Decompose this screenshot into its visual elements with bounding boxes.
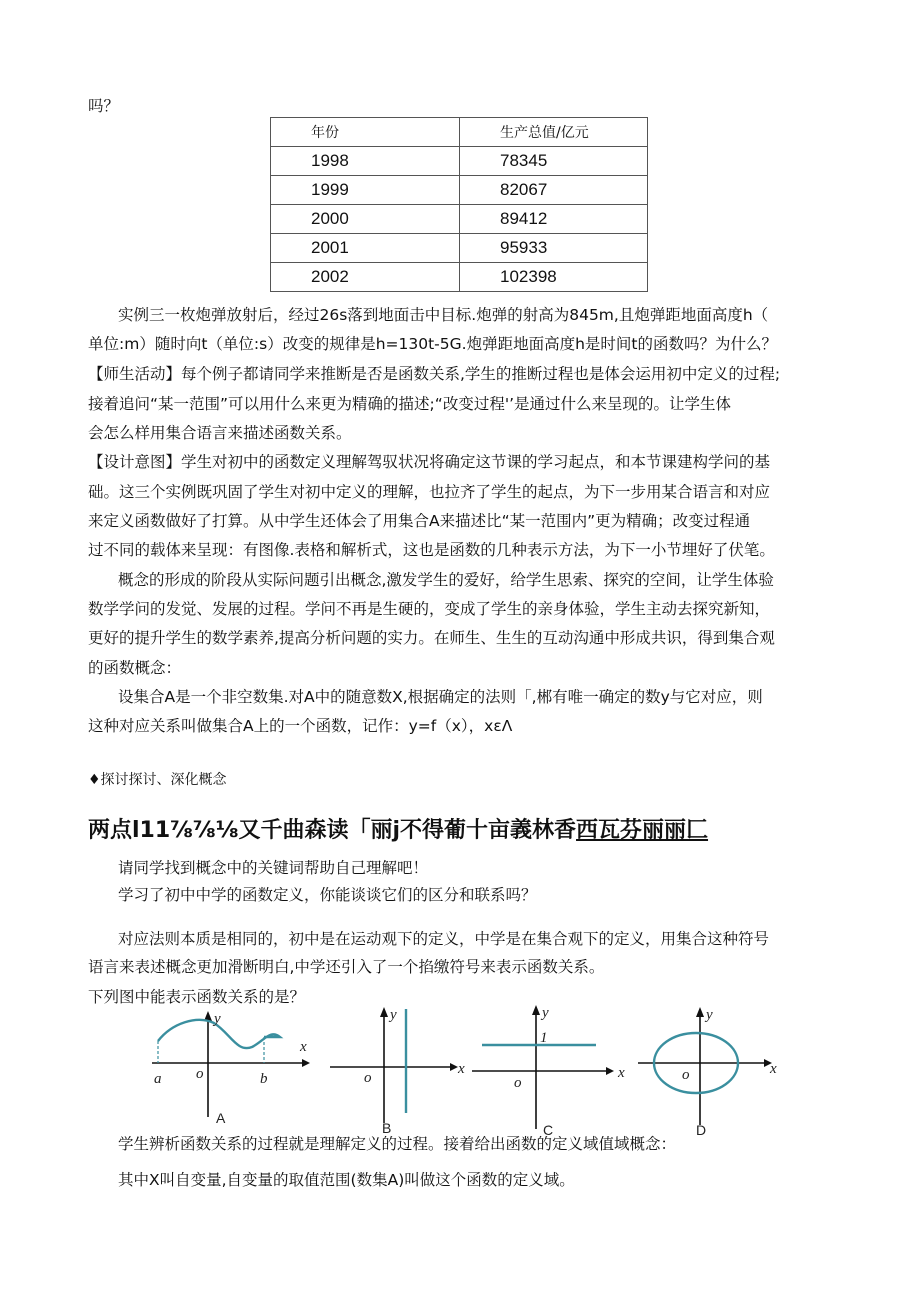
design-line-1: 【设计意图】学生对初中的函数定义理解驾驭状况将确定这节课的学习起点，和本节课建构学问的基 [88, 453, 771, 471]
domain-line: 其中X叫自变量,自变量的取值范围(数集A)叫做这个函数的定义域。 [118, 1171, 575, 1189]
one-label: 1 [540, 1030, 548, 1046]
origin-label: o [364, 1070, 372, 1086]
prompt-line-2: 学习了初中中学的函数定义，你能谈谈它们的区分和联系吗？ [118, 886, 537, 904]
definition-line-1: 设集合A是一个非空数集.对A中的随意数X,根据确定的法则「,郴有唯一确定的数y与它对应，则 [118, 688, 763, 706]
prompt-line-1: 请同学找到概念中的关键词帮助自己理解吧！ [118, 859, 429, 877]
activity-line-3: 会怎么样用集合语言来描述函数关系。 [88, 424, 352, 442]
y-label: y [706, 1007, 713, 1023]
graph-a [142, 1005, 312, 1127]
concept-line-2: 数学学问的发觉、发展的过程。学问不再是生硬的，变成了学生的亲身体验，学生主动去探究新知， [88, 600, 771, 618]
y-label: y [390, 1007, 397, 1023]
caption-b: B [382, 1120, 392, 1135]
table-row [271, 263, 648, 292]
garbled-heading-part2: 西瓦芬丽丽匚 [576, 818, 709, 843]
table-cell-year: 2000 [271, 205, 460, 234]
graph-d [630, 1005, 780, 1137]
design-line-3: 来定义函数做好了打算。从中学生还体会了用集合A来描述比“某一范围内”更为精确；改变过程通 [88, 512, 751, 530]
activity-line-2: 接着追问“某一范围”可以用什么来更为精确的描述;“改变过程'’是通过什么来呈现的。让学生体 [88, 395, 732, 413]
concept-line-1: 概念的形成的阶段从实际问题引出概念,激发学生的爱好，给学生思索、探究的空间，让学生体验 [118, 571, 774, 589]
analysis-line: 学生辨析函数关系的过程就是理解定义的过程。接着给出函数的定义域值域概念： [118, 1135, 677, 1153]
concept-line-4: 的函数概念： [88, 659, 182, 677]
table-header-year: 年份 [271, 118, 460, 147]
text-line-1: 吗？ [88, 97, 120, 115]
definition-line-2: 这种对应关系叫做集合A上的一个函数，记作：y=f（x），xεΛ [88, 717, 513, 735]
compare-line-1: 对应法则本质是相同的，初中是在运动观下的定义，中学是在集合观下的定义，用集合这种符号 [118, 930, 770, 948]
gdp-table [270, 117, 648, 292]
section-heading: ♦探讨探讨、深化概念 [88, 772, 227, 788]
table-cell-gdp: 95933 [460, 234, 648, 263]
table-cell-gdp: 78345 [460, 147, 648, 176]
table-cell-gdp: 102398 [460, 263, 648, 292]
table-cell-year: 1999 [271, 176, 460, 205]
example-three-line-1: 实例三一枚炮弹放射后，经过26s落到地面击中目标.炮弹的射高为845m,且炮弹距地面高度h（ [118, 306, 769, 324]
activity-line-1: 【师生活动】每个例子都请同学来推断是否是函数关系,学生的推断过程也是体会运用初中定义的过程; [88, 365, 781, 383]
table-cell-year: 2002 [271, 263, 460, 292]
x-axis-arrow [606, 1067, 614, 1075]
origin-label: o [514, 1075, 522, 1091]
example-three-line-2: 单位:m）随时向t（单位:s）改变的规律是h=130t-5G.炮弹距地面高度h是时间t的函数吗？为什么？ [88, 335, 777, 353]
label-a: a [154, 1071, 162, 1087]
x-axis-arrow [450, 1063, 458, 1071]
table-row [271, 176, 648, 205]
x-label: x [618, 1065, 625, 1081]
origin-label: o [682, 1067, 690, 1083]
table-cell-gdp: 82067 [460, 176, 648, 205]
table-cell-year: 2001 [271, 234, 460, 263]
table-row [271, 234, 648, 263]
label-b: b [260, 1071, 268, 1087]
x-axis-arrow [302, 1059, 310, 1067]
design-line-2: 础。这三个实例既巩固了学生对初中定义的理解，也拉齐了学生的起点，为下一步用某合语言和对应 [88, 483, 771, 501]
concept-line-3: 更好的提升学生的数学素养,提高分析问题的实力。在师生、生生的互动沟通中形成共识，得到集合观 [88, 629, 775, 647]
x-label: x [770, 1061, 777, 1077]
table-header-row [271, 118, 648, 147]
y-axis-arrow [696, 1007, 704, 1017]
question-line: 下列图中能表示函数关系的是？ [88, 988, 306, 1006]
x-label: x [458, 1061, 465, 1077]
caption-a: A [216, 1110, 226, 1126]
x-label: x [300, 1039, 307, 1055]
origin-label: o [196, 1066, 204, 1082]
graph-b [322, 1005, 472, 1135]
table-cell-year: 1998 [271, 147, 460, 176]
caption-d: D [696, 1122, 707, 1137]
caption-c: C [543, 1122, 554, 1137]
table-row [271, 147, 648, 176]
graph-c [470, 1005, 640, 1137]
table-header-gdp: 生产总值/亿元 [460, 118, 648, 147]
y-axis-arrow [532, 1005, 540, 1015]
y-label: y [542, 1005, 549, 1021]
y-label: y [214, 1011, 221, 1027]
compare-line-2: 语言来表述概念更加滑断明白,中学还引入了一个掐缴符号来表示函数关系。 [88, 958, 605, 976]
garbled-heading [88, 813, 708, 844]
design-line-4: 过不同的载体来呈现：有图像.表格和解析式，这也是函数的几种表示方法，为下一小节埋好了伏笔。 [88, 541, 775, 559]
table-cell-gdp: 89412 [460, 205, 648, 234]
table-row [271, 205, 648, 234]
garbled-heading-part1: 两点l11⅞⅞⅛又千曲森读「丽j不得葡十亩義林香 [88, 818, 577, 843]
y-axis-arrow [380, 1007, 388, 1017]
